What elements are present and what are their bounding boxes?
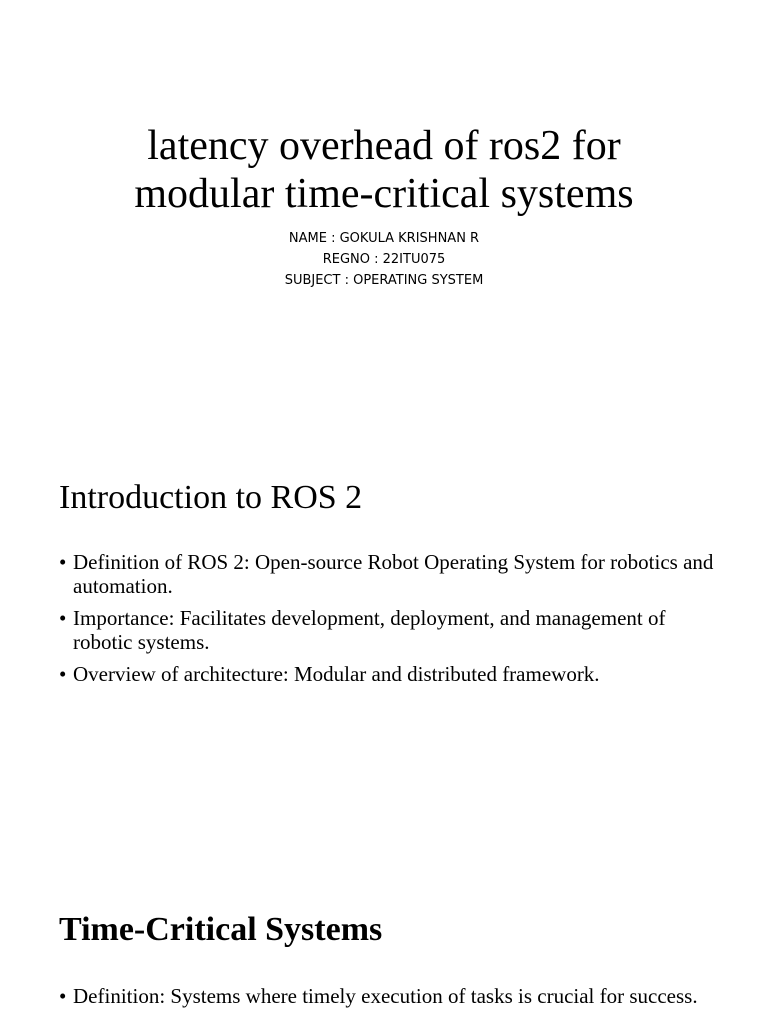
bullet-text: Overview of architecture: Modular and distributed framework.: [73, 662, 600, 686]
slide-title: [0, 122, 768, 218]
title-line-1: latency overhead of ros2 for: [147, 123, 621, 169]
bullet-text: Definition of ROS 2: Open-source Robot Operating System for robotics and automation.: [73, 550, 714, 598]
title-line-2: modular time-critical systems: [134, 171, 634, 217]
list-item: [59, 662, 719, 686]
bullet-icon: •: [59, 662, 67, 686]
author-info: [0, 228, 768, 291]
bullet-icon: •: [59, 550, 67, 574]
bullet-icon: •: [59, 984, 67, 1008]
registration-number: REGNO : 22ITU075: [322, 252, 446, 267]
list-item: [59, 984, 719, 1008]
slide-heading: Introduction to ROS 2: [59, 479, 363, 516]
bullet-list: [59, 984, 719, 1016]
list-item: [59, 550, 719, 598]
bullet-list: [59, 550, 719, 694]
bullet-icon: •: [59, 606, 67, 630]
author-name: NAME : GOKULA KRISHNAN R: [288, 231, 480, 246]
list-item: [59, 606, 719, 654]
bullet-text: Importance: Facilitates development, deployment, and management of robotic systems.: [73, 606, 666, 654]
bullet-text: Definition: Systems where timely execution of tasks is crucial for success.: [73, 984, 698, 1008]
subject: SUBJECT : OPERATING SYSTEM: [284, 273, 484, 288]
slide-heading: Time-Critical Systems: [59, 911, 383, 948]
